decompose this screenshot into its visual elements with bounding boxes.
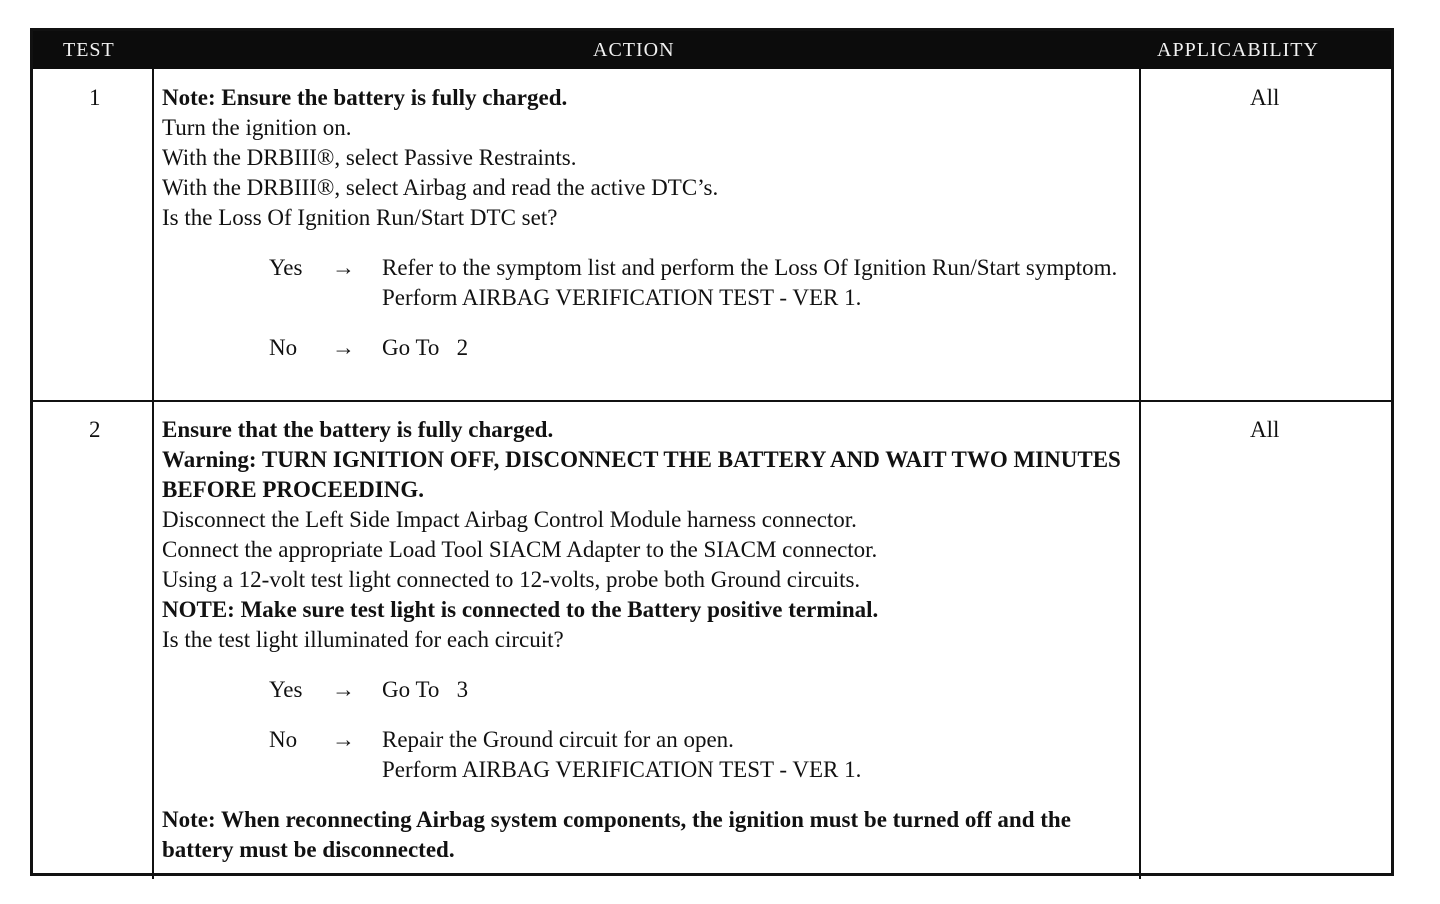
column-divider-applicability bbox=[1139, 69, 1141, 879]
arrow-right-icon: → bbox=[332, 677, 355, 702]
test-number-2: 2 bbox=[89, 417, 101, 442]
no-label: No bbox=[269, 727, 298, 752]
yes-response bbox=[162, 675, 1134, 705]
step-line: Turn the ignition on. bbox=[162, 115, 352, 140]
arrow-right-icon: → bbox=[332, 335, 355, 360]
no-line: Go To 2 bbox=[382, 335, 469, 360]
header-applicability: APPLICABILITY bbox=[1157, 39, 1319, 61]
arrow-right-icon: → bbox=[332, 255, 355, 280]
column-divider-test bbox=[152, 69, 154, 879]
action-cell-1 bbox=[162, 83, 1134, 363]
applicability-2: All bbox=[1250, 417, 1280, 442]
step-line: With the DRBIII®, select Airbag and read the active DTC’s. bbox=[162, 175, 719, 200]
row-divider bbox=[33, 400, 1391, 402]
diagnostic-test-table bbox=[30, 28, 1394, 876]
step-line: Connect the appropriate Load Tool SIACM Adapter to the SIACM connector. bbox=[162, 537, 878, 562]
no-label: No bbox=[269, 335, 298, 360]
yes-line: Perform AIRBAG VERIFICATION TEST - VER 1. bbox=[382, 285, 862, 310]
no-line: Repair the Ground circuit for an open. bbox=[382, 727, 734, 752]
warning-line: Warning: TURN IGNITION OFF, DISCONNECT THE BATTERY AND WAIT TWO MINUTES BEFORE PROCEEDING. bbox=[162, 447, 1121, 502]
arrow-right-icon: → bbox=[332, 727, 355, 752]
step-line: Disconnect the Left Side Impact Airbag Control Module harness connector. bbox=[162, 507, 857, 532]
header-action: ACTION bbox=[593, 39, 675, 61]
action-cell-2 bbox=[162, 415, 1134, 865]
yes-text bbox=[382, 675, 1134, 705]
test-number-1: 1 bbox=[89, 85, 101, 110]
footer-note: Note: When reconnecting Airbag system components, the ignition must be turned off and the battery must be disconnected. bbox=[162, 807, 1071, 862]
step-line: Using a 12-volt test light connected to 12-volts, probe both Ground circuits. bbox=[162, 567, 861, 592]
no-text bbox=[382, 333, 1134, 363]
yes-line: Refer to the symptom list and perform the Loss Of Ignition Run/Start symptom. bbox=[382, 255, 1118, 280]
no-response bbox=[162, 333, 1134, 363]
yes-response bbox=[162, 253, 1134, 313]
yes-text bbox=[382, 253, 1134, 313]
note-line: NOTE: Make sure test light is connected to the Battery positive terminal. bbox=[162, 597, 879, 622]
yes-label: Yes bbox=[269, 255, 303, 280]
applicability-1: All bbox=[1250, 85, 1280, 110]
note-line: Ensure that the battery is fully charged. bbox=[162, 417, 554, 442]
table-header bbox=[33, 31, 1391, 69]
no-line: Perform AIRBAG VERIFICATION TEST - VER 1. bbox=[382, 757, 862, 782]
question-line: Is the test light illuminated for each circuit? bbox=[162, 627, 564, 652]
question-line: Is the Loss Of Ignition Run/Start DTC set? bbox=[162, 205, 558, 230]
no-text bbox=[382, 725, 1134, 785]
note-line: Note: Ensure the battery is fully charged. bbox=[162, 85, 568, 110]
step-line: With the DRBIII®, select Passive Restraints. bbox=[162, 145, 577, 170]
no-response bbox=[162, 725, 1134, 785]
header-test: TEST bbox=[63, 39, 115, 61]
yes-label: Yes bbox=[269, 677, 303, 702]
yes-line: Go To 3 bbox=[382, 677, 469, 702]
